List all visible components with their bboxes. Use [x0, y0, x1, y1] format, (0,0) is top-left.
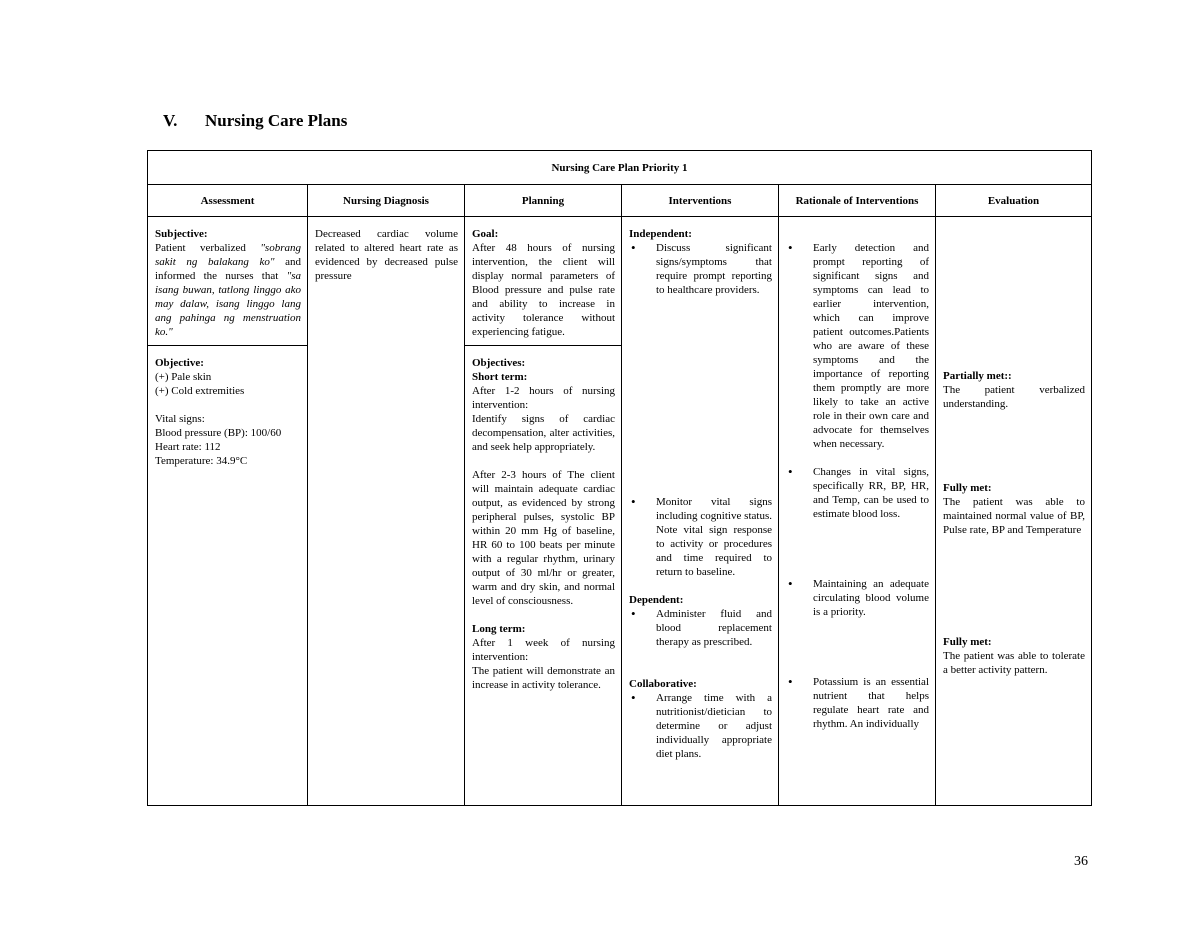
subjective-text: [155, 241, 301, 339]
table-header-row: [148, 185, 1092, 217]
intervention-item: • Administer fluid and blood replacement therapy as prescribed.: [629, 607, 772, 649]
independent-label: Independent:: [629, 228, 692, 240]
section-heading: [163, 111, 347, 131]
long-term-label: Long term:: [472, 623, 526, 635]
evaluation-fully-met: [943, 481, 1085, 537]
diagnosis-text: Decreased cardiac volume related to altered heart rate as evidenced by decreased pulse pressure: [315, 228, 458, 282]
vital-signs-label: Vital signs:: [155, 413, 205, 425]
rationale-item: • Potassium is an essential nutrient that helps regulate heart rate and rhythm. An individually: [786, 675, 929, 731]
section-title: Nursing Care Plans: [205, 111, 348, 130]
intervention-item: • Arrange time with a nutritionist/dietician to determine or adjust individually appropriate diet plans.: [629, 691, 772, 761]
table-title: Nursing Care Plan Priority 1: [148, 151, 1092, 185]
intervention-item: • Discuss significant signs/symptoms that require prompt reporting to healthcare providers.: [629, 241, 772, 297]
intervention-item: • Monitor vital signs including cognitive status. Note vital sign response to activity or procedures and time required to return to baseline.: [629, 495, 772, 579]
independent-list: [629, 241, 772, 579]
rationale-item: • Early detection and prompt reporting of significant signs and symptoms can lead to earlier intervention, which can improve patient outcomes.Patients who are aware of these symptoms and the importance of reporting them promptly are more likely to take an active role in their own care and advocate for themselves when necessary.: [786, 241, 929, 451]
objective-label: Objective:: [155, 357, 204, 369]
goal-label: Goal:: [472, 228, 499, 240]
header-assessment: Assessment: [148, 185, 308, 217]
long-term-text: The patient will demonstrate an increase in activity tolerance.: [472, 665, 615, 691]
evaluation-partially-met: [943, 369, 1085, 411]
header-evaluation: Evaluation: [936, 185, 1092, 217]
subjective-quote: "sa isang buwan, tatlong linggo ako may dalaw, isang linggo lang ang pahinga ng menstruation ko.": [155, 270, 301, 338]
evaluation-label: Fully met:: [943, 482, 992, 494]
dependent-list: [629, 607, 772, 649]
subjective-quote: "sobrang sakit ng balakang ko": [155, 242, 301, 268]
nursing-care-plan-table: [147, 150, 1092, 806]
objectives-label: Objectives:: [472, 357, 526, 369]
header-nursing-diagnosis: Nursing Diagnosis: [308, 185, 465, 217]
evaluation-label: Fully met:: [943, 636, 992, 648]
rationale-item: • Maintaining an adequate circulating blood volume is a priority.: [786, 577, 929, 619]
planning-goal-cell: [465, 217, 622, 346]
assessment-subjective-cell: [148, 217, 308, 346]
interventions-cell: [622, 217, 779, 806]
page-number: 36: [1074, 854, 1088, 869]
header-interventions: Interventions: [622, 185, 779, 217]
evaluation-text: The patient was able to tolerate a better activity pattern.: [943, 650, 1085, 676]
vital-line: Blood pressure (BP): 100/60: [155, 427, 282, 439]
assessment-objective-cell: [148, 346, 308, 806]
subjective-text-part: and informed the nurses that: [155, 256, 301, 282]
evaluation-text: The patient was able to maintained normal value of BP, Pulse rate, BP and Temperature: [943, 496, 1085, 536]
dependent-label: Dependent:: [629, 594, 684, 606]
objective-line: (+) Cold extremities: [155, 385, 245, 397]
evaluation-text: The patient verbalized understanding.: [943, 384, 1085, 410]
subjective-label: Subjective:: [155, 228, 208, 240]
long-term-text: After 1 week of nursing intervention:: [472, 637, 615, 663]
short-term-text: Identify signs of cardiac decompensation, alter activities, and seek help appropriately.: [472, 413, 615, 453]
planning-objectives-cell: [465, 346, 622, 806]
objective-line: (+) Pale skin: [155, 371, 212, 383]
collaborative-label: Collaborative:: [629, 678, 697, 690]
goal-text: After 48 hours of nursing intervention, the client will display normal parameters of Blood pressure and pulse rate and ability to increase in activity tolerance without experiencing fatigue.: [472, 242, 615, 338]
header-planning: Planning: [465, 185, 622, 217]
subjective-text-part: Patient verbalized: [155, 242, 261, 254]
rationale-item: • Changes in vital signs, specifically RR, BP, HR, and Temp, can be used to estimate blood loss.: [786, 465, 929, 521]
nursing-diagnosis-cell: [308, 217, 465, 806]
short-term-text: After 1-2 hours of nursing intervention:: [472, 385, 615, 411]
vital-line: Temperature: 34.9°C: [155, 455, 248, 467]
header-rationale: Rationale of Interventions: [779, 185, 936, 217]
evaluation-fully-met: [943, 635, 1085, 677]
short-term-label: Short term:: [472, 371, 528, 383]
rationale-cell: [779, 217, 936, 806]
evaluation-label: Partially met::: [943, 370, 1012, 382]
rationale-list: [786, 241, 929, 731]
section-number: V.: [163, 111, 178, 130]
short-term-text: After 2-3 hours of The client will maintain adequate cardiac output, as evidenced by strong peripheral pulses, systolic BP within 20 mm Hg of baseline, HR 60 to 100 beats per minute with a regular rhythm, urinary output of 30 ml/hr or greater, warm and dry skin, and normal level of consciousness.: [472, 469, 615, 607]
collaborative-list: [629, 691, 772, 761]
vital-line: Heart rate: 112: [155, 441, 221, 453]
evaluation-cell: [936, 217, 1092, 806]
